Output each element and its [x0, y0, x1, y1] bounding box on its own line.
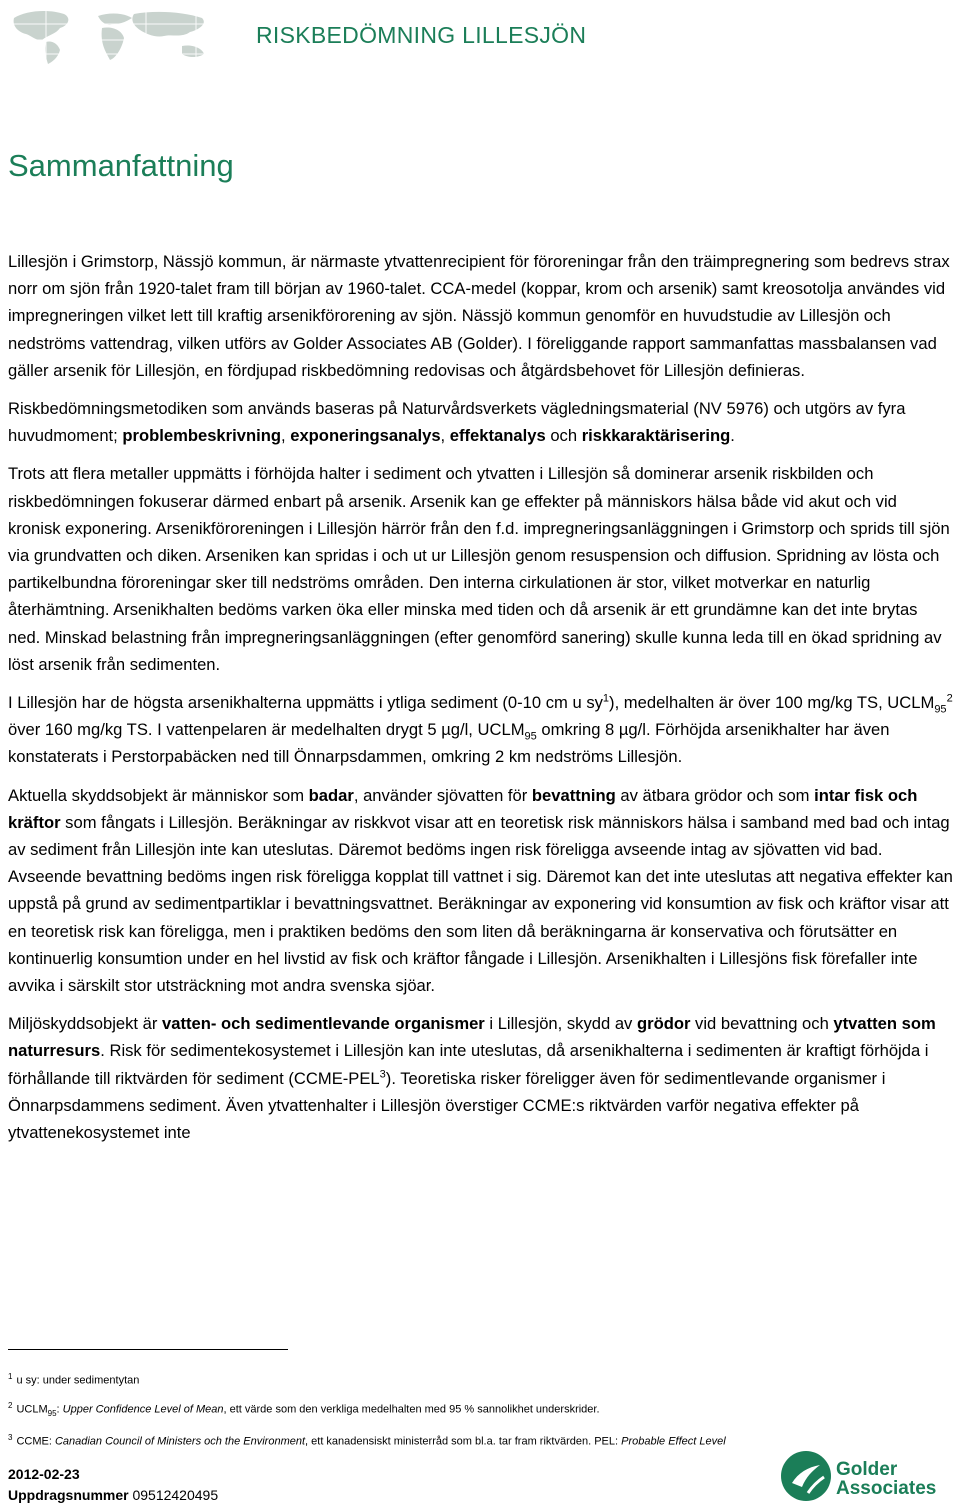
bold-term: ytvatten som naturresurs	[8, 1014, 936, 1061]
footnotes	[8, 1370, 958, 1459]
text-span: , ett värde som den verkliga medelhalten med 95 % sannolikhet underskrider.	[223, 1403, 600, 1416]
paragraph-3-text: Trots att flera metaller uppmätts i förhöjda halter i sediment och ytvatten i Lillesjön så dominerar arsenik riskbilden och riskbedömningen fokuserar därmed enbart på arsenik. Arsenik kan ge effekter på människors hälsa både vid akut och vid kronisk exponering. Arsenikföroreningen i Lillesjön härrör från den f.d. impregneringsanläggningen i Grimstorp och sprids till sjön via grundvatten och diken. Arseniken kan spridas i och ut ur Lillesjön genom resuspension och diffusion. Spridning av lösta och partikelbundna föroreningar sker till nedströms områden. Den interna cirkulationen är stor, vilket motverkar en naturlig återhämtning. Arsenikhalten bedöms varken öka eller minska med tiden och då arsenik är ett grundämne kan det inte brytas ned. Minskad belastning från impregneringsanläggningen (efter genomförd sanering) skulle kunna leda till en ökad spridning av löst arsenik från sedimenten.	[8, 464, 950, 674]
paragraph-5	[8, 782, 954, 1000]
italic-term: Probable Effect Level	[621, 1435, 726, 1448]
text-span: vid bevattning och	[690, 1014, 834, 1034]
text-span: ), medelhalten är över 100 mg/kg TS, UCLM	[609, 693, 935, 713]
footnote-ref: 2	[946, 692, 953, 705]
subscript: 95	[934, 703, 947, 716]
page-header	[0, 0, 960, 72]
world-map-logo-icon	[6, 4, 236, 66]
bold-term: intar fisk och kräftor	[8, 785, 918, 832]
paragraph-1-text: Lillesjön i Grimstorp, Nässjö kommun, är närmaste ytvattenrecipient för föroreningar från den träimpregnering som bedrevs strax norr om sjön från 1920-talet fram till början av 1960-talet. CCA-medel (koppar, krom och arsenik) samt kreosotolja användes vid impregneringen vilket lett till kraftig arsenikförorening av sjön. Nässjö kommun genomför en huvudstudie av Lillesjön och nedströms vattendrag, vilken utförs av Golder Associates AB (Golder). I föreliggande rapport sammanfattas massbalansen vad gäller arsenik för Lillesjön, en fördjupad riskbedömning redovisas och åtgärdsbehovet för Lillesjön definieras.	[8, 252, 950, 380]
bold-term: exponeringsanalys	[290, 426, 441, 446]
text-span: , använder sjövatten för	[353, 785, 532, 805]
paragraph-4	[8, 689, 954, 771]
logo-line-2: Associates	[836, 1478, 937, 1499]
text-span: ,	[440, 426, 450, 446]
footnote-1	[8, 1370, 958, 1388]
paragraph-2	[8, 395, 954, 449]
text-span: i Lillesjön, skydd av	[484, 1014, 637, 1034]
text-span: .	[730, 426, 735, 446]
bold-term: vatten- och sedimentlevande organismer	[162, 1014, 485, 1034]
text-span: av ätbara grödor och som	[615, 785, 815, 805]
bold-term: bevattning	[531, 785, 616, 805]
bold-term: effektanalys	[449, 426, 546, 446]
footer-ref	[8, 1487, 218, 1503]
footnote-ref: 1	[602, 692, 610, 705]
text-span: Miljöskyddsobjekt är	[8, 1014, 163, 1034]
footer-date: 2012-02-23	[8, 1466, 80, 1482]
header-title: RISKBEDÖMNING LILLESJÖN	[256, 22, 587, 48]
footnote-divider	[8, 1349, 288, 1350]
section-title: Sammanfattning	[8, 148, 234, 183]
footnote-2	[8, 1399, 958, 1420]
text-span: Aktuella skyddsobjekt är människor som	[8, 785, 309, 805]
text-span: UCLM	[16, 1403, 48, 1416]
text-span: omkring 8 µg/l. Förhöjda arsenikhalter har även konstaterats i Perstorpabäcken ned till Önnarpsdammen, omkring 2 km nedströms Lillesjön.	[8, 720, 890, 767]
paragraph-3	[8, 460, 954, 678]
golder-logo-text	[836, 1460, 936, 1498]
text-span: , ett kanadensiskt ministerråd som bl.a. tar fram riktvärden. PEL:	[305, 1435, 622, 1448]
footnote-text: u sy: under sedimentytan	[16, 1374, 140, 1387]
bold-term: riskkaraktärisering	[581, 426, 731, 446]
ref-label: Uppdragsnummer	[8, 1487, 129, 1503]
italic-term: Upper Confidence Level of Mean	[62, 1403, 224, 1416]
bold-term: badar	[308, 785, 354, 805]
footnote-number: 2	[8, 1400, 13, 1410]
text-span: ,	[280, 426, 291, 446]
subscript: 95	[524, 730, 537, 743]
paragraph-6	[8, 1010, 954, 1146]
text-span: ). Teoretiska risker föreligger även för sedimentlevande organismer i Önnarpsdammens sediment. Även ytvattenhalter i Lillesjön överstiger CCME:s riktvärden varför negativa effekter på ytvattenekosystemet inte	[8, 1068, 886, 1143]
text-span: . Risk för sedimentekosystemet i Lillesjön kan inte uteslutas, då arsenikhalterna i sedimenten är kraftigt förhöjda i förhållande till riktvärden för sediment (CCME-PEL	[8, 1041, 929, 1088]
text-span: :	[56, 1403, 63, 1416]
subscript: 95	[47, 1408, 57, 1418]
footnote-ref: 3	[379, 1068, 386, 1081]
italic-term: Canadian Council of Ministers och the Environment	[54, 1435, 306, 1448]
footnote-3	[8, 1431, 958, 1449]
text-span: över 160 mg/kg TS. I vattenpelaren är medelhalten drygt 5 µg/l, UCLM	[8, 720, 525, 740]
bold-term: problembeskrivning	[122, 426, 281, 446]
ref-number: 09512420495	[132, 1487, 219, 1503]
text-span: I Lillesjön har de högsta arsenikhalterna uppmätts i ytliga sediment (0-10 cm u sy	[8, 693, 603, 713]
bold-term: grödor	[636, 1014, 691, 1034]
paragraph-1	[8, 248, 954, 384]
text-span: Riskbedömningsmetodiken som används baseras på Naturvårdsverkets vägledningsmaterial (NV 5976) och utgörs av fyra huvudmoment;	[8, 399, 906, 446]
text-span: som fångats i Lillesjön. Beräkningar av riskkvot visar att en teoretisk risk människors hälsa i samband med bad och intag av sediment från Lillesjön inte kan uteslutas. Däremot bedöms ingen risk föreligga avseende intag av sjövatten vid bad. Avseende bevattning bedöms ingen risk föreligga kopplat till vattnet i sig. Däremot kan det inte uteslutas att negativa effekter kan uppstå på grund av sedimentpartiklar i bevattningsvattnet. Beräkningar av exponering vid konsumtion av fisk och kräftor visar att en teoretisk risk kan föreligga, men i praktiken bedöms den som liten då beräkningarna är konservativa och förutsätter en kontinuerlig konsumtion under en hel livstid av fisk och kräftor fångade i Lillesjön. Arsenikhalten i Lillesjöns fisk förefaller inte avvika i särskilt stor utsträckning mot andra svenska sjöar.	[8, 812, 953, 996]
text-span: CCME:	[16, 1435, 55, 1448]
body-text	[8, 248, 954, 1157]
text-span: och	[545, 426, 582, 446]
footnote-number: 1	[8, 1372, 13, 1381]
logo-line-1: Golder	[836, 1459, 898, 1480]
footnote-number: 3	[8, 1432, 13, 1442]
